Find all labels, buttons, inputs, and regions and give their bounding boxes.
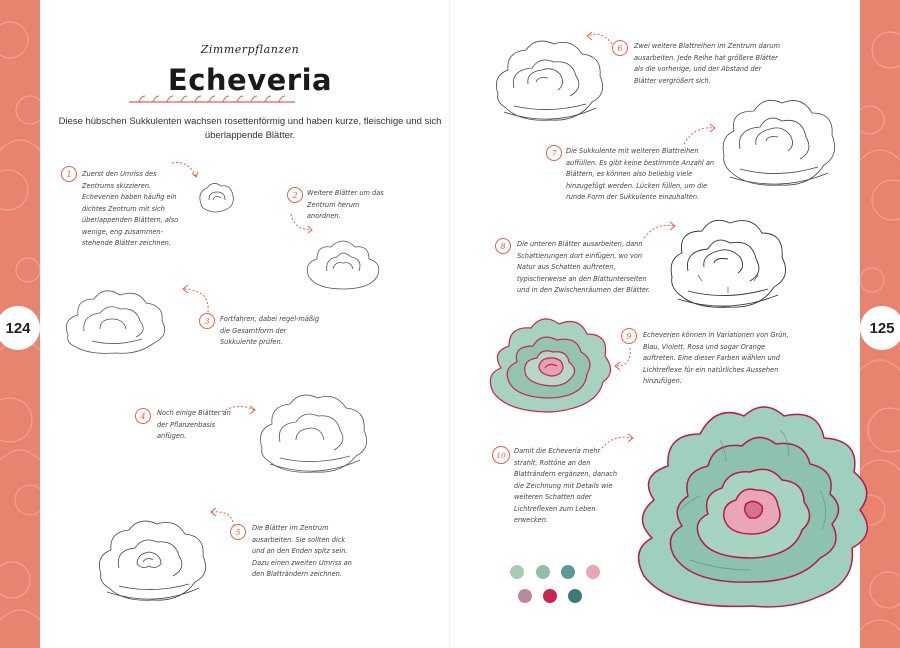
sketch-step-1 xyxy=(195,178,239,214)
step-3-badge: 3 xyxy=(199,313,215,329)
color-swatch xyxy=(518,589,532,603)
step-2-badge: 2 xyxy=(287,187,303,203)
sketch-step-3 xyxy=(62,285,170,357)
sketch-step-4 xyxy=(256,390,372,478)
step-7-badge: 7 xyxy=(546,145,562,161)
page-title: Echeveria xyxy=(167,63,333,97)
step-9-badge: 9 xyxy=(621,328,637,344)
step-5-text: Die Blätter im Zentrum ausarbeiten. Sie sollten dick und an den Enden spitz sein. Dazu einen zweiten Umriss an den Blatträndern zeichnen. xyxy=(252,524,352,578)
step-7-text: Die Sukkulente mit weiteren Blattreihen auffüllen. Es gibt keine bestimmte Anzahl an Blättern, es können also beliebig viele hinzugefügt werden. Lücken füllen, um die runde Form der Sukkulente einzuhalten. xyxy=(566,147,715,201)
arrow-icon xyxy=(220,402,260,416)
step-8-badge: 8 xyxy=(495,238,511,254)
step-1-badge: 1 xyxy=(61,166,77,182)
vine-divider-icon xyxy=(127,94,297,108)
painted-echeveria-final xyxy=(630,400,875,612)
step-10-badge: 10 xyxy=(492,446,510,464)
intro-text: Diese hübschen Sukkulenten wachsen rosettenförmig und haben kurze, fleischige und sich überlappende Blätter. xyxy=(58,116,442,141)
step-4-badge: 4 xyxy=(135,408,151,424)
step-5-badge: 5 xyxy=(230,524,246,540)
sketch-step-5 xyxy=(95,516,211,606)
painted-echeveria-small xyxy=(487,312,615,416)
step-4-text: Noch einige Blätter an der Pflanzenbasis anfügen. xyxy=(157,409,231,440)
step-1-text: Zuerst den Umriss des Zentrums skizzieren. Echeverien haben häufig ein dichtes Zentrum mit sich überlappenden Blättern, also wenige, eng zusammen-stehende Blätter zeichnen. xyxy=(82,170,179,247)
sketch-step-8 xyxy=(668,215,792,313)
book-gutter xyxy=(449,0,451,648)
sketch-step-6 xyxy=(492,34,608,128)
step-8-text: Die unteren Blätter ausarbeiten, dann Schattierungen dort einfügen, wo von Natur aus Schatten auftreten, typischerweise an den Blattunterseiten und in den Zwischenräumen der Blätter. xyxy=(517,240,651,294)
color-swatch xyxy=(510,565,524,579)
sketch-step-7 xyxy=(720,95,840,191)
step-3-text: Fortfahren, dabei regel-mäßig die Gesamtform der Sukkulente prüfen. xyxy=(220,315,320,346)
chapter-kicker: Zimmerpflanzen xyxy=(200,43,300,56)
page-number-left: 124 xyxy=(0,306,40,350)
color-swatch xyxy=(561,565,575,579)
color-swatch xyxy=(536,565,550,579)
sketch-step-2 xyxy=(303,233,385,295)
step-9-text: Echeverien können in Variationen von Grün, Blau, Violett, Rosa und sogar Orange auftreten. Eine dieser Farben wählen und Lichtreflexe für ein natürliches Aussehen hinzufügen. xyxy=(643,331,789,385)
color-swatch xyxy=(543,589,557,603)
arrow-icon xyxy=(178,284,214,314)
step-10-text: Damit die Echeveria mehr strahlt, Rottöne an den Blatträndern ergänzen, danach die Zeichnung mit Details wie weiteren Schatten oder Lichtreflexen zum Leben erwecken. xyxy=(514,447,618,524)
step-6-text: Zwei weitere Blattreihen im Zentrum darum ausarbeiten. Jede Reihe hat größere Blätter als die vorherige, und der Abstand der Blätter vergrößert sich. xyxy=(634,42,780,85)
page-number-right: 125 xyxy=(860,306,900,350)
step-2-text: Weitere Blätter um das Zentrum herum anordnen. xyxy=(307,189,384,220)
color-swatch xyxy=(568,589,582,603)
color-swatch xyxy=(586,565,600,579)
step-6-badge: 6 xyxy=(612,40,628,56)
arrow-icon xyxy=(680,122,720,148)
